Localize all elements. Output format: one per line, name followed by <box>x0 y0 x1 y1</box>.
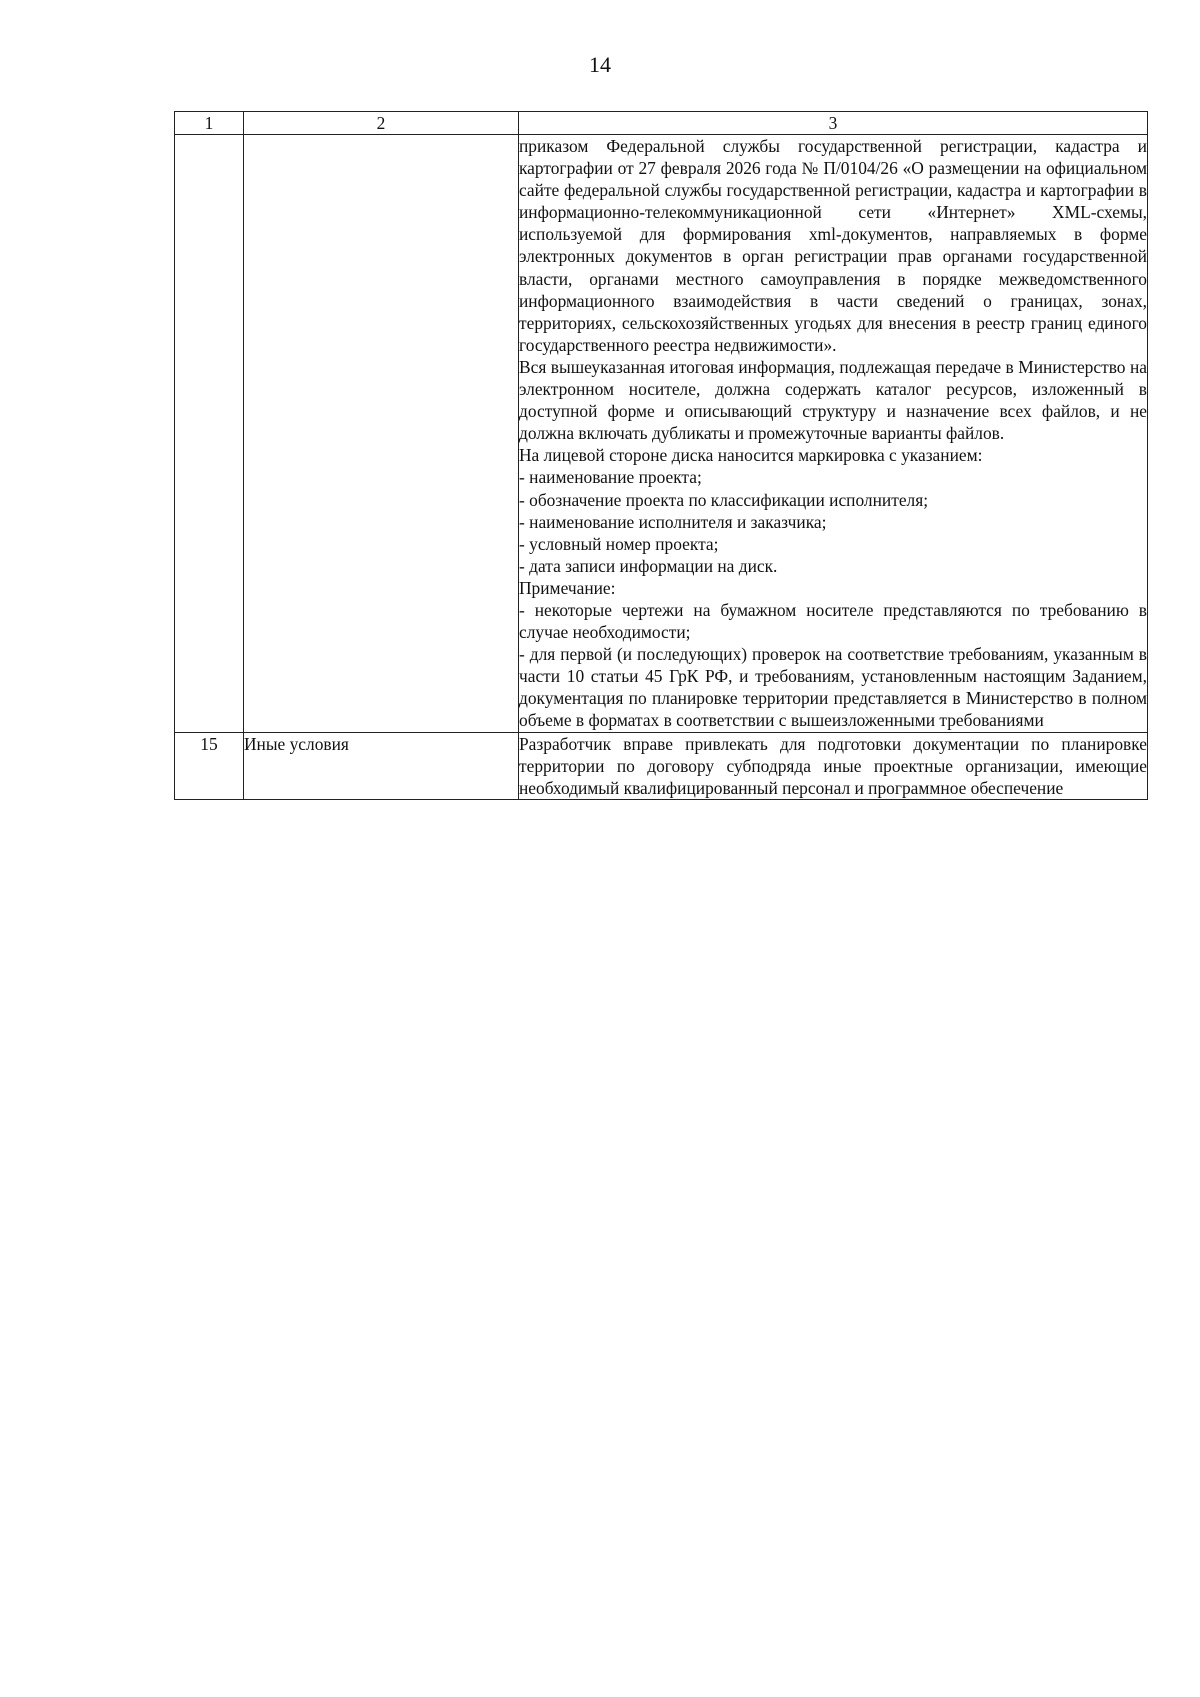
row-number-cell <box>175 135 244 733</box>
table-header-row <box>175 112 1148 135</box>
row-content-cell <box>519 732 1148 799</box>
header-cell-number: 1 <box>175 112 244 135</box>
list-item: - обозначение проекта по классификации исполнителя; <box>519 489 929 510</box>
header-cell-name: 2 <box>244 112 519 135</box>
paragraph: Разработчик вправе привлекать для подготовки документации по планировке территории по договору субподряда иные проектные организации, имеющие необходимый квалифицированный персонал и программное обеспечение <box>519 733 1147 798</box>
requirements-table <box>174 111 1148 800</box>
table-row <box>175 732 1148 799</box>
page-number: 14 <box>589 52 611 77</box>
list-item: - наименование проекта; <box>519 467 702 488</box>
list-item: - для первой (и последующих) проверок на соответствие требованиям, указанным в части 10 статьи 45 ГрК РФ, и требованиям, установленным настоящим Заданием, документация по планировке территории представляется в Министерство в полном объеме в форматах в соответствии с вышеизложенными требованиями <box>519 644 1147 731</box>
row-content-cell <box>519 135 1148 733</box>
list-item: - некоторые чертежи на бумажном носителе представляются по требованию в случае необходимости; <box>519 599 1147 643</box>
header-cell-content: 3 <box>519 112 1148 135</box>
row-name-cell <box>244 135 519 733</box>
row-name-cell: Иные условия <box>244 732 519 799</box>
paragraph: приказом Федеральной службы государственной регистрации, кадастра и картографии от 27 февраля 2026 года № П/0104/26 «О размещении на официальном сайте федеральной службы государственной регистрации, кадастра и картографии в информационно-телекоммуникационной сети «Интернет» XML-схемы, используемой для формирования xml-документов, направляемых в форме электронных документов в орган регистрации прав органами государственной власти, органами местного самоуправления в порядке межведомственного информационного взаимодействия в части сведений о границах, зонах, территориях, сельскохозяйственных угодьях для внесения в реестр границ единого государственного реестра недвижимости». <box>519 136 1147 355</box>
list-item: - наименование исполнителя и заказчика; <box>519 511 827 532</box>
table-row <box>175 135 1148 733</box>
list-item: - дата записи информации на диск. <box>519 555 778 576</box>
paragraph: На лицевой стороне диска наносится маркировка с указанием: <box>519 445 983 466</box>
paragraph: Вся вышеуказанная итоговая информация, подлежащая передаче в Министерство на электронном носителе, должна содержать каталог ресурсов, изложенный в доступной форме и описывающий структуру и назначение всех файлов, и не должна включать дубликаты и промежуточные варианты файлов. <box>519 356 1147 444</box>
list-item: - условный номер проекта; <box>519 533 719 554</box>
note-heading: Примечание: <box>519 577 616 598</box>
row-number-cell: 15 <box>175 732 244 799</box>
